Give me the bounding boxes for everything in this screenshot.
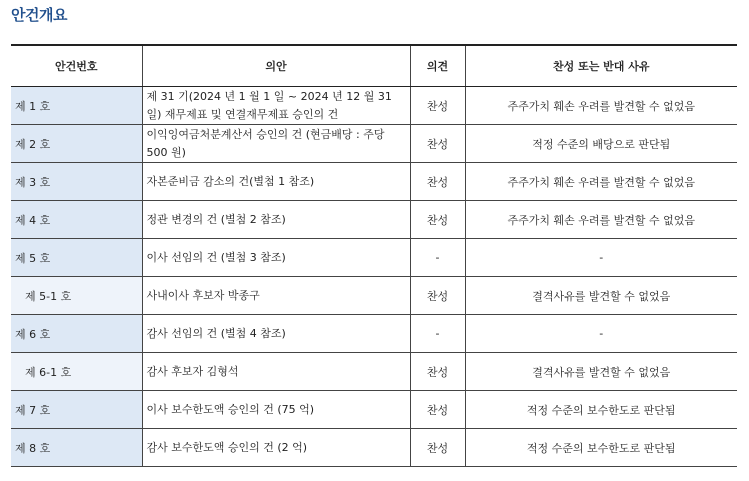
- agenda-item: 자본준비금 감소의 건(별첨 1 참조): [142, 163, 410, 201]
- agenda-opinion: 찬성: [410, 277, 465, 315]
- agenda-reason: 결격사유를 발견할 수 없었음: [465, 277, 737, 315]
- table-row: [11, 125, 737, 163]
- agenda-opinion: 찬성: [410, 125, 465, 163]
- agenda-item: 제 31 기(2024 년 1 월 1 일 ~ 2024 년 12 월 31 일) 재무제표 및 연결재무제표 승인의 건: [142, 87, 410, 125]
- agenda-item: 감사 후보자 김형석: [142, 353, 410, 391]
- agenda-reason: 결격사유를 발견할 수 없었음: [465, 353, 737, 391]
- header-opinion: 의견: [410, 45, 465, 87]
- agenda-opinion: 찬성: [410, 87, 465, 125]
- agenda-number: 제 5-1 호: [11, 277, 142, 315]
- agenda-opinion: -: [410, 315, 465, 353]
- agenda-number: 제 7 호: [11, 391, 142, 429]
- agenda-item: 이사 보수한도액 승인의 건 (75 억): [142, 391, 410, 429]
- agenda-item: 정관 변경의 건 (별첨 2 참조): [142, 201, 410, 239]
- header-number: 안건번호: [11, 45, 142, 87]
- agenda-reason: 적정 수준의 보수한도로 판단됨: [465, 391, 737, 429]
- table-row: [11, 277, 737, 315]
- agenda-item: 이사 선임의 건 (별첨 3 참조): [142, 239, 410, 277]
- agenda-item: 이익잉여금처분계산서 승인의 건 (현금배당 : 주당 500 원): [142, 125, 410, 163]
- table-row: [11, 239, 737, 277]
- header-reason: 찬성 또는 반대 사유: [465, 45, 737, 87]
- agenda-reason: 주주가치 훼손 우려를 발견할 수 없었음: [465, 163, 737, 201]
- agenda-opinion: 찬성: [410, 391, 465, 429]
- agenda-number: 제 2 호: [11, 125, 142, 163]
- agenda-reason: 주주가치 훼손 우려를 발견할 수 없었음: [465, 201, 737, 239]
- agenda-number: 제 1 호: [11, 87, 142, 125]
- agenda-opinion: -: [410, 239, 465, 277]
- agenda-reason: 주주가치 훼손 우려를 발견할 수 없었음: [465, 87, 737, 125]
- agenda-reason: 적정 수준의 보수한도로 판단됨: [465, 429, 737, 467]
- agenda-reason: -: [465, 239, 737, 277]
- agenda-opinion: 찬성: [410, 163, 465, 201]
- agenda-item: 사내이사 후보자 박종구: [142, 277, 410, 315]
- table-row: [11, 201, 737, 239]
- agenda-number: 제 6-1 호: [11, 353, 142, 391]
- agenda-opinion: 찬성: [410, 429, 465, 467]
- agenda-reason: 적정 수준의 배당으로 판단됨: [465, 125, 737, 163]
- table-row: [11, 391, 737, 429]
- section-title: 안건개요: [11, 6, 67, 24]
- header-item: 의안: [142, 45, 410, 87]
- agenda-number: 제 6 호: [11, 315, 142, 353]
- table-header-row: [11, 45, 737, 87]
- agenda-opinion: 찬성: [410, 201, 465, 239]
- agenda-number: 제 3 호: [11, 163, 142, 201]
- agenda-opinion: 찬성: [410, 353, 465, 391]
- agenda-item: 감사 보수한도액 승인의 건 (2 억): [142, 429, 410, 467]
- agenda-reason: -: [465, 315, 737, 353]
- agenda-item: 감사 선임의 건 (별첨 4 참조): [142, 315, 410, 353]
- table-row: [11, 429, 737, 467]
- agenda-number: 제 4 호: [11, 201, 142, 239]
- table-row: [11, 163, 737, 201]
- table-row: [11, 87, 737, 125]
- agenda-number: 제 8 호: [11, 429, 142, 467]
- agenda-number: 제 5 호: [11, 239, 142, 277]
- table-row: [11, 353, 737, 391]
- table-row: [11, 315, 737, 353]
- agenda-table: [11, 44, 737, 467]
